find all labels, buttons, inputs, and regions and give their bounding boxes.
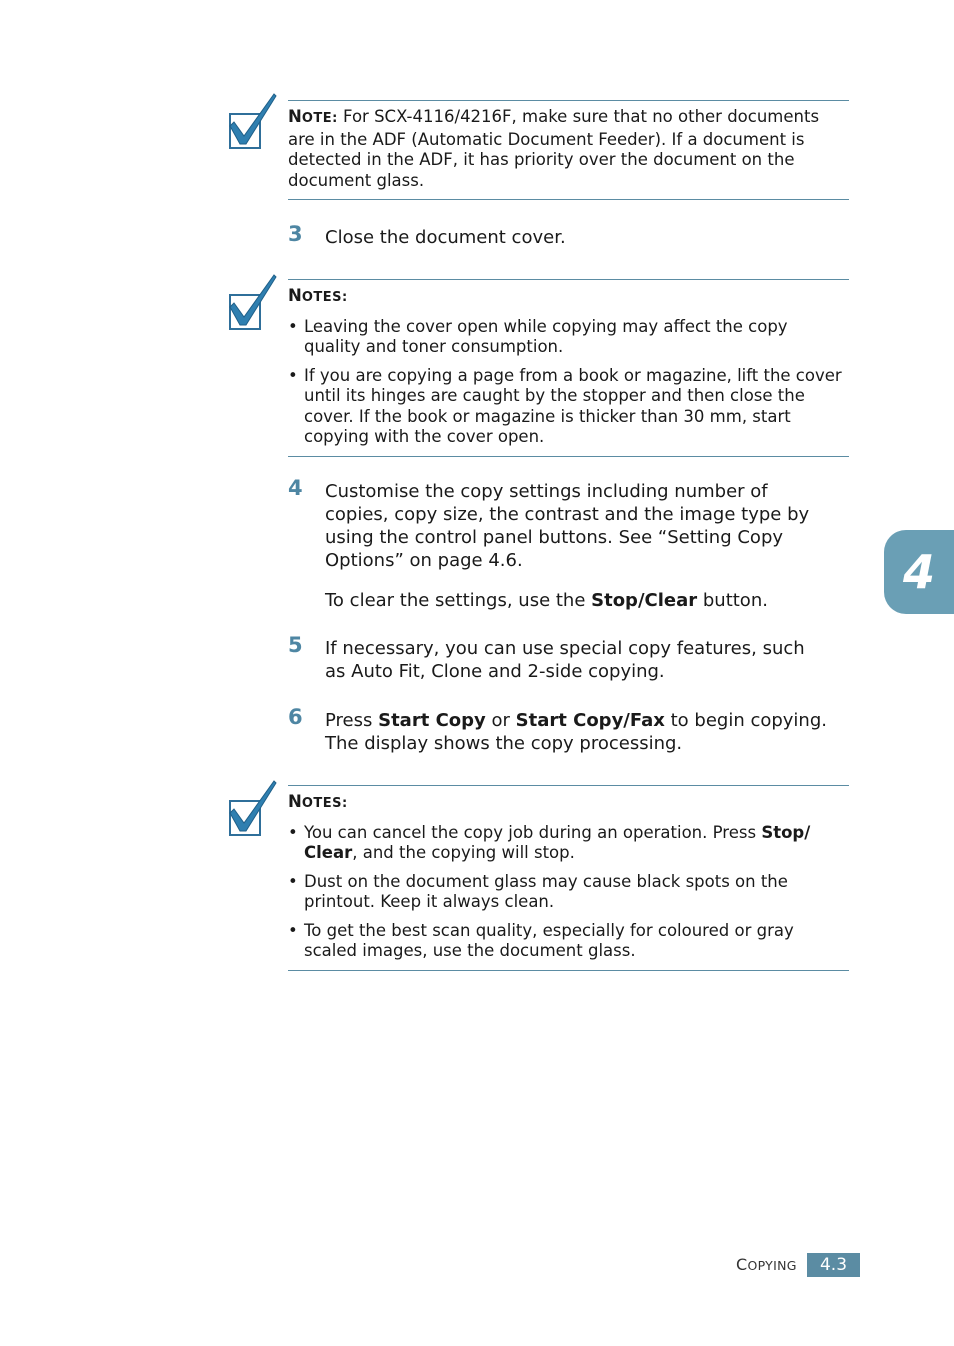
step-subtext: To clear the settings, use the Stop/Clear button. xyxy=(325,590,768,611)
step-number: 4 xyxy=(288,476,303,500)
step-number: 6 xyxy=(288,705,303,729)
notes-heading: NOTES: xyxy=(288,792,348,811)
step-text: Customise the copy settings including number of copies, copy size, the contrast and the image type by using the control panel buttons. See “Setting Copy Options” on page 4.6. xyxy=(325,481,810,571)
step-5 xyxy=(288,633,828,683)
step-3 xyxy=(288,222,828,249)
step-text: Press Start Copy or Start Copy/Fax to begin copying. The display shows the copy processing. xyxy=(325,710,827,754)
notes-heading: NOTES: xyxy=(288,286,348,305)
footer-section-label: COPYING xyxy=(736,1255,797,1274)
checkmark-icon xyxy=(226,90,278,152)
step-text: Close the document cover. xyxy=(325,227,566,248)
step-6 xyxy=(288,705,828,755)
note-text: For SCX-4116/4216F, make sure that no other documents are in the ADF (Automatic Document Feeder). If a document is detected in the ADF, it has priority over the document on the document glass. xyxy=(288,107,820,190)
list-item: • You can cancel the copy job during an operation. Press Stop/ Clear, and the copying will stop. xyxy=(288,823,849,864)
note-box xyxy=(288,100,849,200)
step-4 xyxy=(288,476,828,612)
step-number: 3 xyxy=(288,222,303,246)
notes-box xyxy=(288,279,849,457)
list-item: • If you are copying a page from a book or magazine, lift the cover until its hinges are caught by the stopper and then close the cover. If the book or magazine is thicker than 30 mm, start copying with the cover open. xyxy=(288,366,849,448)
step-number: 5 xyxy=(288,633,303,657)
step-text: If necessary, you can use special copy features, such as Auto Fit, Clone and 2-side copying. xyxy=(325,638,805,682)
list-item: • To get the best scan quality, especially for coloured or gray scaled images, use the document glass. xyxy=(288,921,849,962)
list-item: • Dust on the document glass may cause black spots on the printout. Keep it always clean. xyxy=(288,872,849,913)
chapter-tab: 4 xyxy=(884,530,954,614)
checkmark-icon xyxy=(226,271,278,333)
note-heading: NOTE: xyxy=(288,107,338,126)
checkmark-icon xyxy=(226,777,278,839)
list-item: • Leaving the cover open while copying may affect the copy quality and toner consumption. xyxy=(288,317,849,358)
page-number: 4.3 xyxy=(807,1253,860,1277)
notes-box xyxy=(288,785,849,971)
